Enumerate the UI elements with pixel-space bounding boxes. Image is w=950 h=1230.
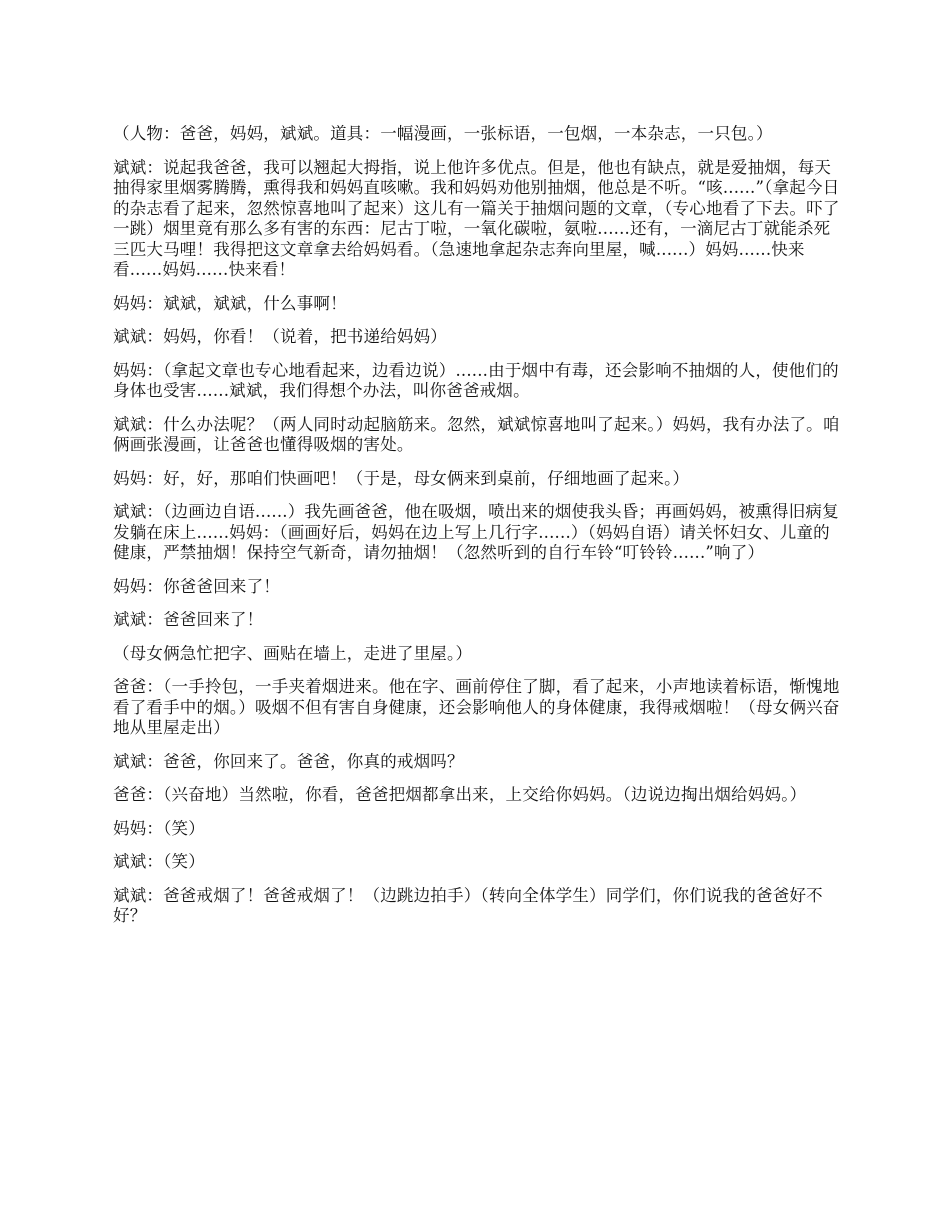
dialogue-line: 斌斌：说起我爸爸，我可以翘起大拇指，说上他许多优点。但是，他也有缺点，就是爱抽烟，每天抽得家里烟雾腾腾，熏得我和妈妈直咳嗽。我和妈妈劝他别抽烟，他总是不听。“咳......”（拿起今日的杂志看了起来，忽然惊喜地叫了起来）这儿有一篇关于抽烟问题的文章，（专心地看了下去。吓了一跳）烟里竟有那么多有害的东西：尼古丁啦，一氧化碳啦，氨啦......还有，一滴尼古丁就能杀死三匹大马哩！我得把这文章拿去给妈妈看。（急速地拿起杂志奔向里屋，喊......）妈妈......快来看......妈妈......快来看！	[113, 157, 840, 279]
dialogue-line: 爸爸：（兴奋地）当然啦，你看，爸爸把烟都拿出来，上交给你妈妈。（边说边掏出烟给妈妈。）	[113, 785, 807, 804]
dialogue-line: 妈妈：（拿起文章也专心地看起来，边看边说）......由于烟中有毒，还会影响不抽烟的人，使他们的身体也受害......斌斌，我们得想个办法，叫你爸爸戒烟。	[113, 360, 839, 400]
dialogue-line: 妈妈：斌斌，斌斌，什么事啊！	[113, 293, 347, 313]
dialogue-line: 爸爸：（一手拎包，一手夹着烟进来。他在字、画前停住了脚，看了起来，小声地读着标语，惭愧地看了看手中的烟。）吸烟不但有害自身健康，还会影响他人的身体健康，我得戒烟啦！（母女俩兴奋地从里屋走出）	[113, 677, 840, 737]
dialogue-line: 斌斌：（边画边自语......）我先画爸爸，他在吸烟，喷出来的烟使我头昏；再画妈妈，被熏得旧病复发躺在床上......妈妈：（画画好后，妈妈在边上写上几行字......）（妈妈自语）请关怀妇女、儿童的健康，严禁抽烟！保持空气新奇，请勿抽烟！（忽然听到的自行车铃“叮铃铃......”响了）	[113, 502, 839, 562]
dialogue-line: 斌斌：爸爸回来了！	[113, 610, 264, 629]
dialogue-line: 斌斌：什么办法呢？（两人同时动起脑筋来。忽然，斌斌惊喜地叫了起来。）妈妈，我有办法了。咱俩画张漫画，让爸爸也懂得吸烟的害处。	[113, 414, 840, 454]
dialogue-line: 斌斌：妈妈，你看！（说着，把书递给妈妈）	[113, 327, 447, 346]
dialogue-line: 妈妈：（笑）	[113, 818, 205, 838]
dialogue-line: 妈妈：好，好，那咱们快画吧！（于是，母女俩来到桌前，仔细地画了起来。）	[113, 468, 690, 488]
dialogue-line: 斌斌：爸爸戒烟了！爸爸戒烟了！（边跳边拍手）（转向全体学生）同学们，你们说我的爸爸好不好？	[113, 885, 823, 925]
stage-direction: （母女俩急忙把字、画贴在墙上，走进了里屋。）	[113, 643, 473, 663]
dialogue-line: 妈妈：你爸爸回来了！	[113, 576, 280, 596]
dialogue-line: 斌斌：爸爸，你回来了。爸爸，你真的戒烟吗？	[113, 751, 464, 771]
document-body	[113, 124, 840, 940]
cast-note: （人物：爸爸，妈妈，斌斌。道具：一幅漫画，一张标语，一包烟，一本杂志，一只包。）	[113, 124, 773, 143]
dialogue-line: 斌斌：（笑）	[113, 852, 205, 871]
